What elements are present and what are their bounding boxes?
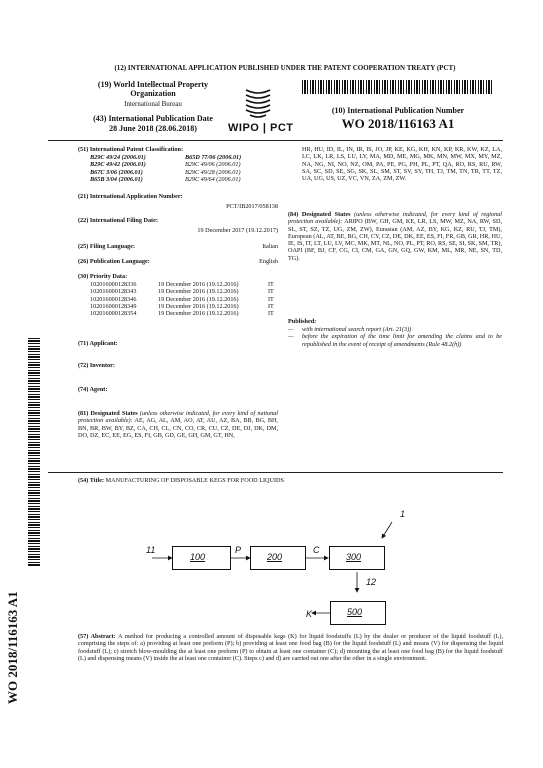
wipo-emblem-icon [240,84,276,120]
priority-date: 19 December 2016 (19.12.2016) [158,295,239,303]
priority-date: 19 December 2016 (19.12.2016) [158,281,239,288]
title-label: (54) Title: [78,477,105,484]
priority-date: 19 December 2016 (19.12.2016) [158,288,239,296]
org-name-line1: (19) World Intellectual Property [97,80,209,89]
ipc-code: B29C 49/06 (2006.01) [185,161,241,169]
ipc-code: B29C 49/42 (2006.01) [90,161,146,169]
dash-bullet: — [288,333,294,341]
priority-number: 102016000128346 [90,295,137,303]
priority-number: 102016000128343 [90,288,137,296]
ipc-table [90,154,280,183]
published-item-text: with international search report (Art. 21(3)) [302,326,412,333]
publication-language: English [259,258,278,265]
priority-data-label: (30) Priority Data: [78,273,128,280]
publication-number: WO 2018/116163 A1 [341,116,455,131]
publication-date: 28 June 2018 (28.06.2018) [109,124,197,133]
application-number-label: (21) International Application Number: [78,193,183,200]
designated-states-81 [78,410,278,439]
step-box-500-label: 500 [347,607,363,617]
publication-number-label: (10) International Publication Number [331,106,465,115]
filing-language-label: (25) Filing Language: [78,243,136,250]
priority-country: IT [268,288,274,296]
priority-date: 19 December 2016 (19.12.2016) [158,302,239,310]
org-name-line2: Organization [130,89,176,98]
priority-country: IT [268,281,274,288]
down-arrow-label: 12 [366,577,377,587]
keg-label: K [306,609,313,619]
priority-country: IT [268,310,274,318]
designated-states-81-continued: HR, HU, ID, IL, IN, IR, IS, JO, JP, KE, KG, KH, KN, KP, KR, KW, KZ, LA, LC, LK, LR, LS, LU, LY, MA, MD, ME, MG, MK, MN, MW, MX, MY, MZ, NA, NG, NI, NO, NZ, OM, PA, PE, PG, PH, PL, PT, QA, RO, RS, RU, RW, SA, SC, SD, SE, SG, SK, SL, SM, ST, SV, SY, TH, TJ, TM, TN, TR, TT, TZ, UA, UG, US, UZ, VC, VN, ZA, ZM, ZW. [302,146,502,183]
filing-language: Italian [262,243,278,250]
inventor-label: (72) Inventor: [78,362,115,369]
published-label: Published: [288,318,317,325]
filing-date: 19 December 2017 (19.12.2017) [197,227,278,234]
abstract-label: (57) Abstract: [78,633,116,640]
priority-country: IT [268,302,274,310]
priority-country: IT [268,295,274,303]
ipc-code: B65B 3/04 (2006.01) [90,175,143,183]
priority-table [90,281,280,317]
designated-states-81-label: (81) Designated States [78,410,138,417]
header-divider [48,140,503,141]
publication-date-label: (43) International Publication Date [93,114,213,123]
step-box-300-label: 300 [346,552,362,562]
side-publication-number: WO 2018/116163 A1 [5,591,20,704]
priority-number: 102016000128349 [90,302,137,310]
applicant-label: (71) Applicant: [78,340,118,347]
abstract [78,633,503,662]
title-row [78,477,284,484]
container-label: C [313,545,320,555]
dash-bullet: — [288,326,294,333]
designated-states-84-list: ARIPO (BW, GH, GM, KE, LR, LS, MW, MZ, NA, RW, SD, SL, ST, SZ, TZ, UG, ZM, ZW), Eurasian (AM, AZ, BY, KG, KZ, RU, TJ, TM), European (AL, AT, BE, BG, CH, CY, CZ, DE, DK, EE, ES, FI, FR, GB, GR, HR, HU, IE, IS, IT, LT, LU, LV, MC, MK, MT, NL, NO, PL, PT, RO, RS, SE, SI, SK, SM, TR), OAPI (BF, BJ, CF, CG, CI, CM, GA, GN, GQ, GW, KM, ML, MR, NE, SN, TD, TG). [288,218,502,262]
designated-states-84-label: (84) Designated States [288,211,351,218]
filing-date-label: (22) International Filing Date: [78,217,158,224]
priority-date: 19 December 2016 (19.12.2016) [158,310,239,318]
designated-states-84 [288,211,502,262]
input-label: 11 [146,545,156,555]
ipc-label: (51) International Patent Classification: [78,146,184,153]
step-box-100-label: 100 [190,552,206,562]
designated-states-81-note: (unless otherwise indicated, for every kind of national protection available): [78,410,279,425]
step-box-200-label: 200 [267,552,283,562]
publication-language-label: (26) Publication Language: [78,258,150,265]
published-item-text: before the expiration of the time limit for amending the claims and to be republished in the event of receipt of amendments (Rule 48.2(h)) [302,333,502,348]
header-barcode [302,80,494,94]
ipc-code: B29C 49/64 (2006.01) [185,175,241,183]
designated-states-84-note: (unless otherwise indicated, for every kind of regional protection available): [288,211,503,226]
invention-title: MANUFACTURING OF DISPOSABLE KEGS FOR FOOD LIQUIDS [105,477,284,484]
ipc-code: B29C 49/24 (2006.01) [90,154,146,161]
priority-number: 102016000128354 [90,310,137,318]
side-barcode [28,338,40,566]
filing-language-row [78,243,278,250]
designated-states-81-list: AE, AG, AL, AM, AO, AT, AU, AZ, BA, BB, BG, BH, BN, BR, BW, BY, BZ, CA, CH, CL, CN, CO, CR, CU, CZ, DE, DJ, DK, DM, DO, DZ, EC, EE, EG, ES, FI, GB, GD, GE, GH, GM, GT, HN, [78,417,278,439]
ipc-code: B65D 77/06 (2006.01) [185,154,242,161]
application-number: PCT/IB2017/058138 [226,203,278,210]
bureau-name: International Bureau [124,100,182,108]
ipc-code: B67C 3/06 (2006.01) [90,168,143,176]
figure-ref-arrow [382,522,392,538]
ipc-code: B29C 49/28 (2006.01) [185,168,241,176]
preform-label: P [235,545,242,555]
priority-number: 102016000128336 [90,281,137,288]
figure-reference-number: 1 [400,509,406,519]
document-header-title: (12) INTERNATIONAL APPLICATION PUBLISHED UNDER THE PATENT COOPERATION TREATY (PCT) [114,64,456,72]
agent-label: (74) Agent: [78,386,108,393]
abstract-text: A method for producing a controlled amount of disposable kegs (K) for liquid foodstuffs (L) by the dealer or producer of the liquid foodstuff (L), comprising the steps of: a) providing at least one preform (P); b) providing at least one food bag (B) for the liquid foodstuff (L) and means (V) for dispensing the liquid foodstuff (L); c) stretch blow-moulding the at least one preform (P) to obtain at least one container (C); d) mounting the at least one food bag (B) for the liquid foodstuff (L) and dispensing means (V) inside the at least one container (C). Steps c) and d) are carried out one after the other in a single environment. [78,633,503,662]
title-divider [48,472,503,473]
wipo-logo-text: WIPO | PCT [228,122,294,134]
publication-language-row [78,258,278,265]
published-item [288,326,502,348]
